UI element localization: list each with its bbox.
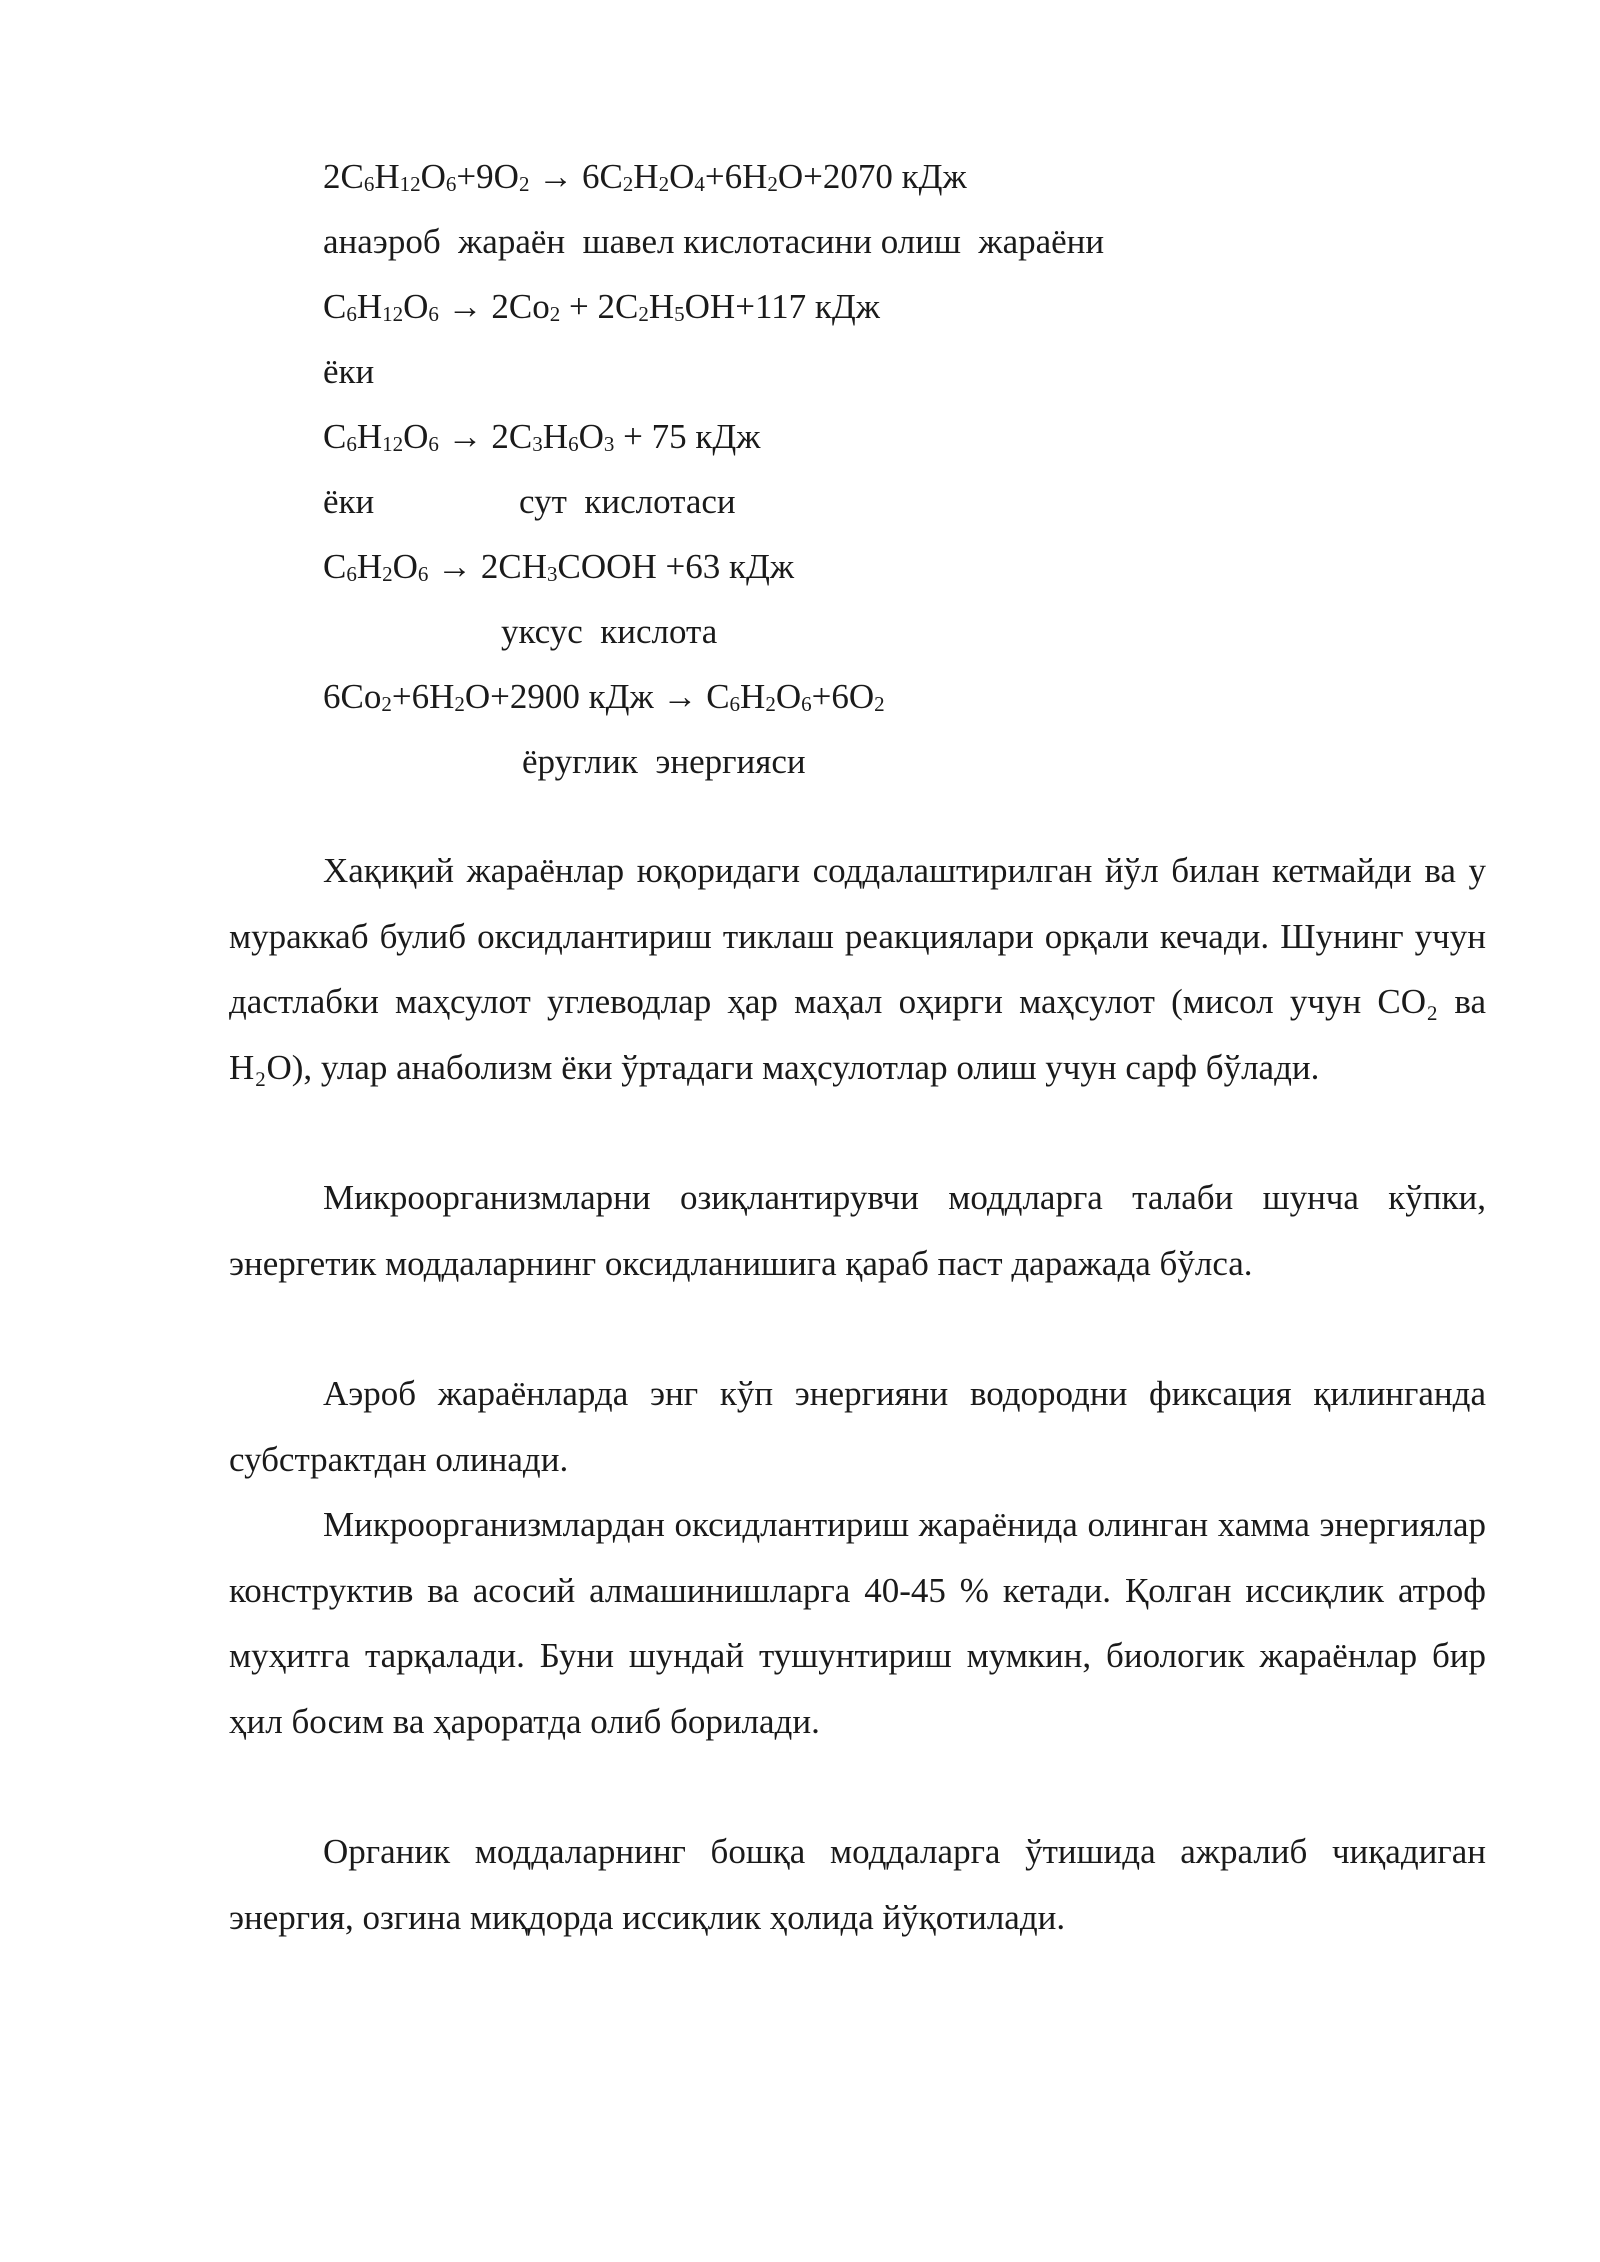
subscript: 2 — [874, 692, 885, 717]
subscript: 12 — [382, 432, 404, 457]
equation-glucose-oxalic: $2C_6H_{12}O_6+9O_2 \to 6C_2H_2O_4+6H_2O+2070$ кДж — [323, 157, 967, 197]
subscript: 6 — [346, 432, 357, 457]
subscript: 6 — [729, 692, 741, 717]
label-lactic-acid: сут кислотаси — [519, 482, 736, 521]
subscript: 3 — [547, 562, 558, 587]
subscript: 6 — [417, 562, 429, 587]
subscript: 2 — [622, 172, 634, 197]
label-or-1: ёки — [323, 352, 375, 391]
subscript: 2 — [658, 172, 670, 197]
subscript: 6 — [428, 302, 439, 327]
equation-lactic-fermentation: $C_6H_{12}O_6 \to 2C_3H_6O_3 + 75$ кДж — [323, 417, 761, 457]
label-acetic-acid: уксус кислота — [501, 612, 718, 651]
subscript: 2 — [381, 692, 392, 717]
subscript: 6 — [346, 302, 357, 327]
subscript: 6 — [801, 692, 812, 717]
subscript: 12 — [399, 172, 421, 197]
subscript: 6 — [568, 432, 579, 457]
equation-photosynthesis: $6Co_2+6H_2O+2900$ кДж → $C_6H_2O_6+6O_2$ — [323, 677, 885, 717]
subscript: 5 — [674, 302, 685, 327]
subscript: 2 — [767, 172, 778, 197]
paragraph-energy-usage: Микроорганизмлардан оксидлантириш жараёнида олинган хамма энергиялар конструктив ва асосий алмашинишларга 40-45 % кетади. Қолган иссиқлик атроф муҳитга тарқалади. Буни шундай тушунтириш мумкин, биологик жараёнлар бир ҳил босим ва ҳароратда олиб борилади. — [229, 1505, 1486, 1741]
subscript: 6 — [346, 562, 357, 587]
subscript: 12 — [382, 302, 404, 327]
subscript: 3 — [603, 432, 615, 457]
subscript: 2 — [454, 692, 465, 717]
equation-acetic-acid: $C_6H_2O_6$ → $2CH_3COOH +63$ кДж — [323, 547, 795, 587]
subscript: 2 — [518, 172, 530, 197]
paragraph-nutrient-demand: Микроорганизмларни озиқлантирувчи моддларга талаби шунча кўпки, энергетик моддаларнинг оксидланишига қараб паст даражада бўлса. — [229, 1178, 1486, 1283]
subscript: 3 — [532, 432, 543, 457]
label-anaerobic-oxalic: анаэроб жараён шавел кислотасини олиш жараёни — [323, 222, 1105, 261]
paragraph-organic-energy: Органик моддаларнинг бошқа моддаларга ўтишида ажралиб чиқадиган энергия, озгина миқдорда иссиқлик ҳолида йўқотилади. — [229, 1832, 1486, 1937]
paragraph-real-processes: Хақиқий жараёнлар юқоридаги соддалаштирилган йўл билан кетмайди ва у мураккаб булиб оксидлантириш тиклаш реакциялари орқали кечади. Шунинг учун дастлабки маҳсулот углеводлар ҳар маҳал оҳирги маҳсулот (мисол учун CO₂ ва H₂O), улар анаболизм ёки ўртадаги маҳсулотлар олиш учун сарф бўлади. — [229, 851, 1486, 1087]
subscript: 2 — [382, 562, 393, 587]
subscript: 6 — [445, 172, 457, 197]
subscript: 6 — [363, 172, 375, 197]
subscript: 2 — [549, 302, 561, 327]
equation-alcohol-fermentation: $C_6H_{12}O_6 \to 2Co_2 + 2C_2H_5OH+117$ кДж — [323, 287, 880, 327]
subscript: 2 — [765, 692, 776, 717]
subscript: 6 — [428, 432, 439, 457]
subscript: 4 — [694, 172, 705, 197]
paragraph-aerobic: Аэроб жараёнларда энг кўп энергияни водородни фиксация қилинганда субстрактдан олинади. — [229, 1374, 1486, 1479]
subscript: 2 — [638, 302, 649, 327]
label-light-energy: ёруглик энергияси — [522, 742, 806, 781]
label-or-2: ёки — [323, 482, 375, 521]
